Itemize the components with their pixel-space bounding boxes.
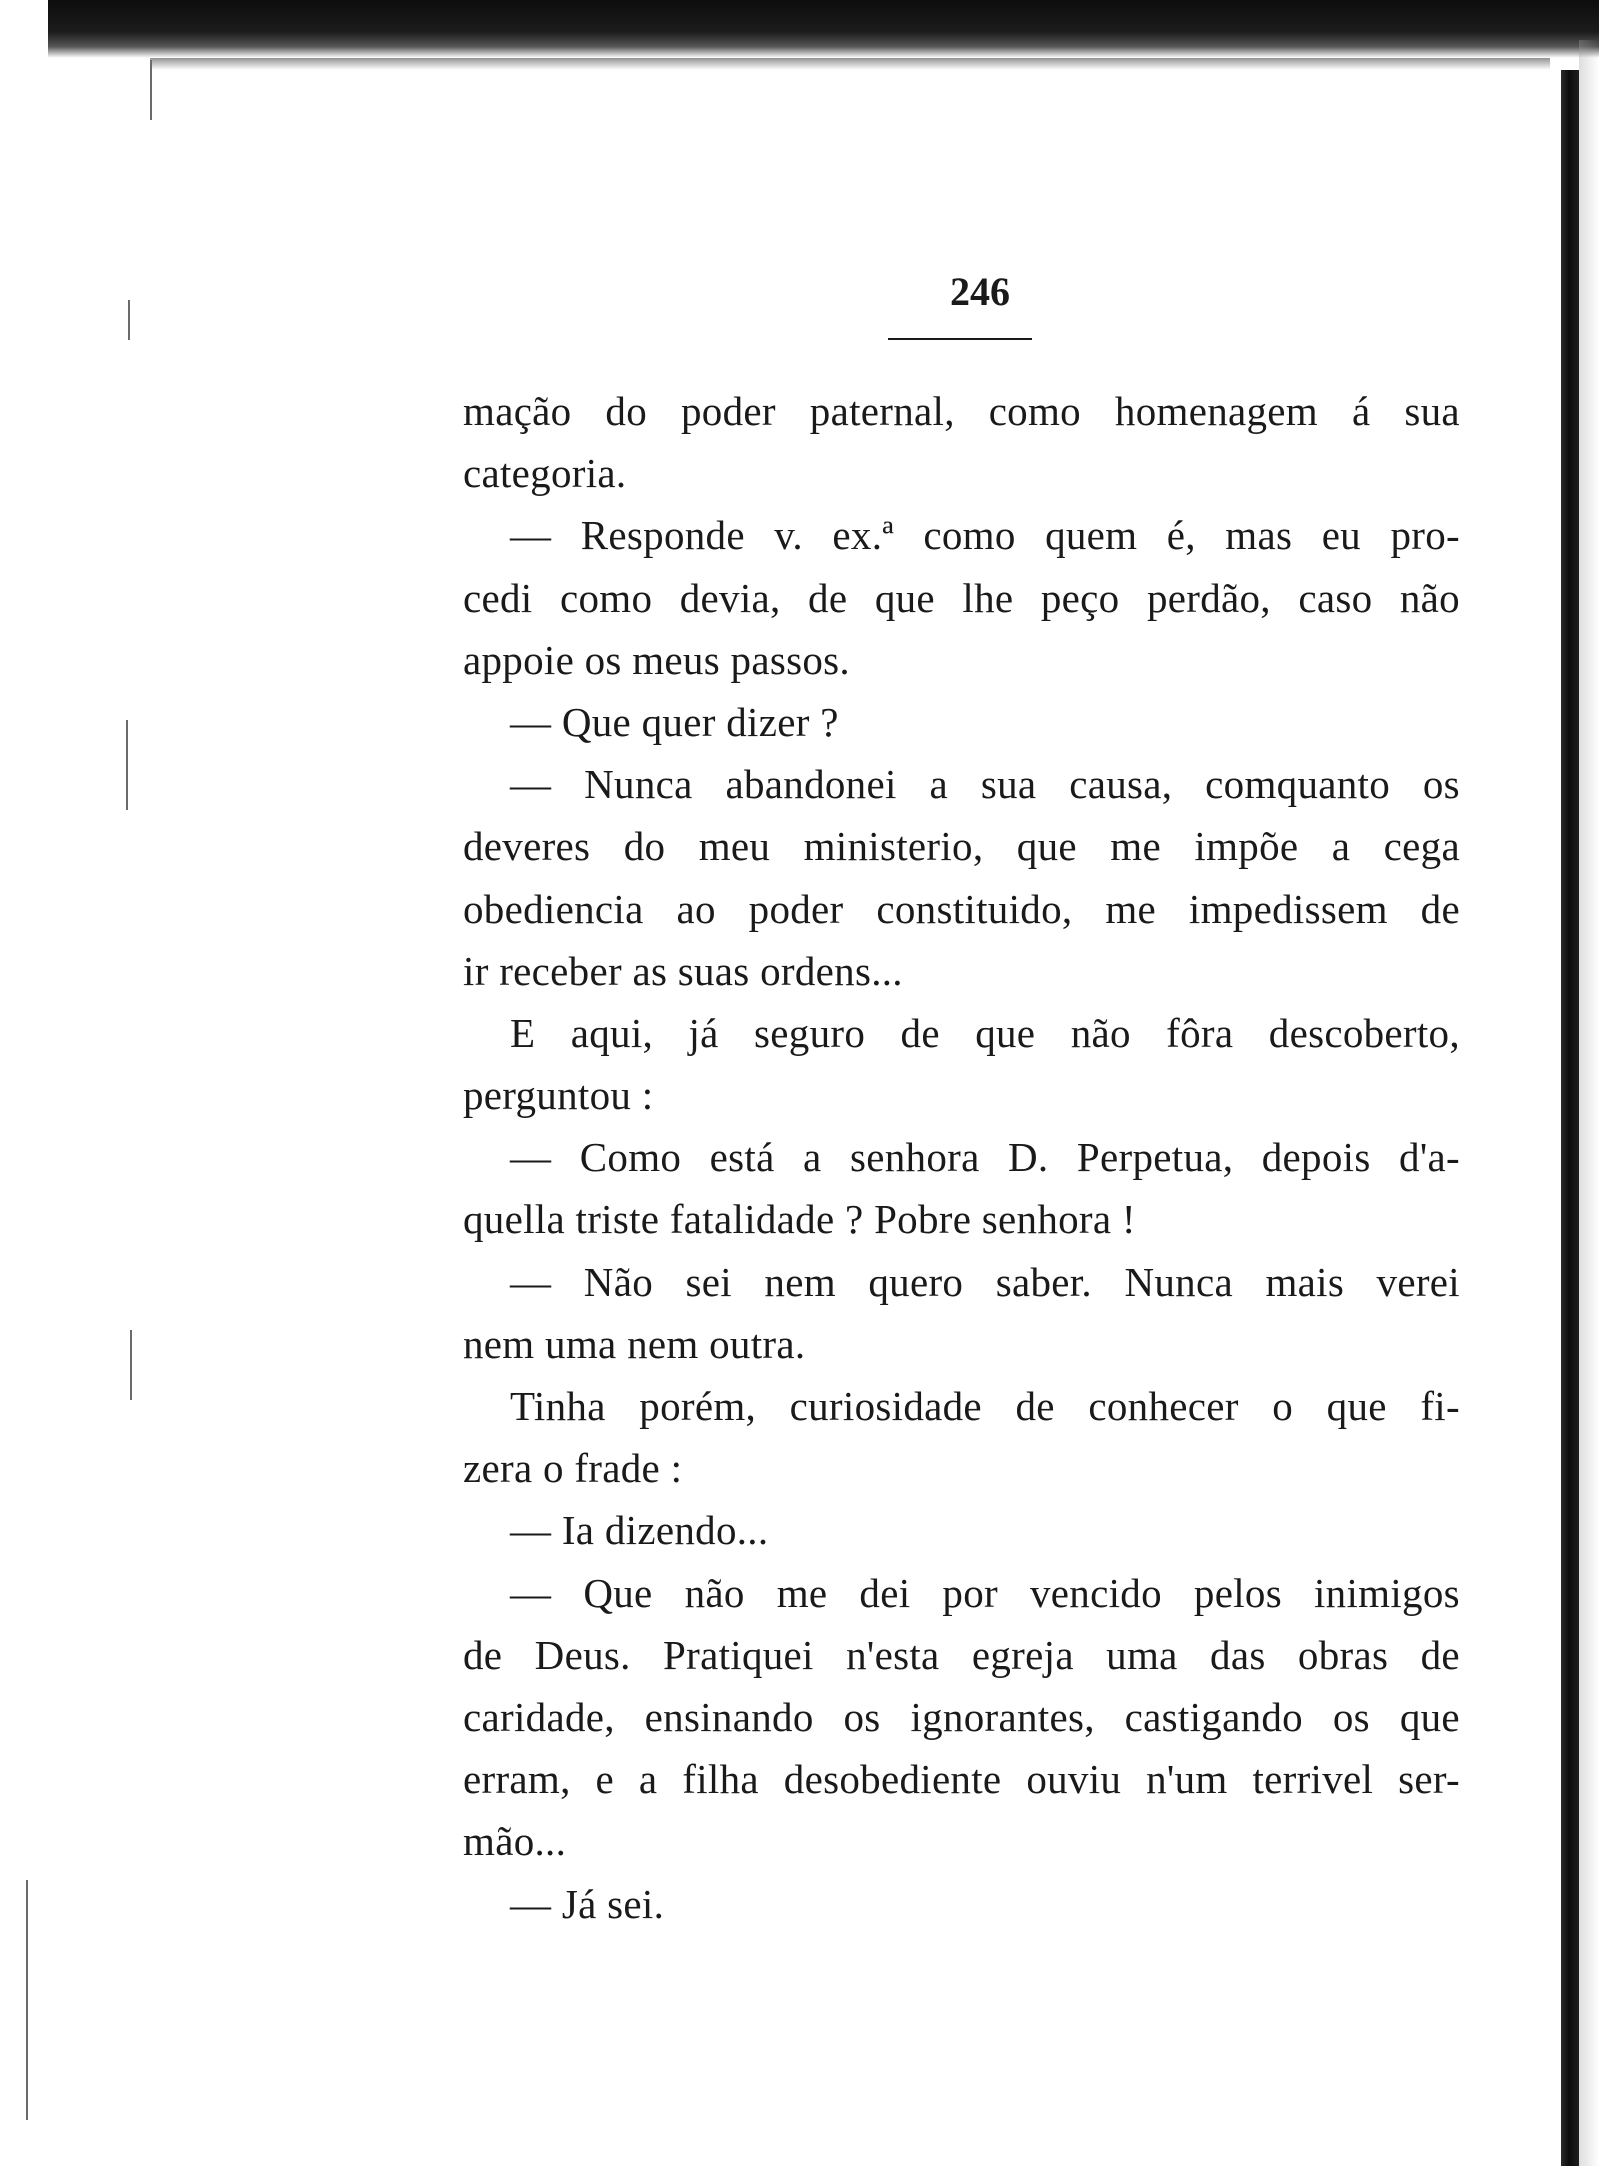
word: não [1070,1009,1131,1056]
word: das [1210,1631,1266,1678]
word: sei [685,1258,732,1305]
word: Deus. [534,1631,631,1678]
word: curiosidade [789,1383,982,1429]
word: me [1110,823,1161,870]
word: de [900,1009,940,1056]
word: Não [583,1258,653,1305]
word: saber. [995,1258,1092,1305]
word: aqui, [570,1009,654,1056]
word: pelos [1193,1569,1282,1616]
body-text [463,380,1460,1935]
word: pro- [1390,512,1460,559]
word: os [1422,761,1460,808]
word: poder [748,885,844,932]
word: Como [579,1134,682,1181]
text-line [463,1002,1460,1064]
word: caridade, [463,1693,615,1740]
word: me [776,1569,828,1616]
text-line: — Ia dizendo... [510,1507,769,1554]
word: descoberto, [1268,1009,1460,1056]
word: dei [859,1569,911,1616]
word: n'esta [846,1631,940,1678]
header-rule [888,338,1032,340]
word: perdão, [1146,574,1271,621]
scan-speck [150,60,152,120]
word: ignorantes, [910,1693,1095,1740]
word: a [929,761,948,808]
word: de [808,574,848,621]
word: é, [1166,512,1196,559]
word: o [1272,1383,1294,1429]
word: como [988,388,1081,434]
word: ex.ª [832,512,894,559]
text-line [463,753,1460,815]
scan-speck [128,300,130,340]
word: que [1326,1383,1387,1429]
word: como [559,574,653,621]
word: que [1016,823,1077,870]
word: verei [1376,1258,1460,1305]
text-line [463,1624,1460,1686]
text-line [463,1251,1460,1313]
word: seguro [754,1009,866,1056]
text-line: appoie os meus passos. [463,636,850,683]
word: cega [1383,823,1460,870]
word: terrivel [1252,1756,1374,1803]
word: homenagem [1114,388,1318,434]
word: os [1332,1693,1370,1740]
word: Pratiquei [663,1631,814,1678]
word: lhe [962,574,1014,621]
word: caso [1298,574,1373,621]
scan-edge-right-shadow [1579,40,1599,2166]
page-number: 246 [950,269,1010,314]
text-line: zera o frade : [463,1445,683,1492]
word: de [1015,1383,1055,1429]
word: que [975,1009,1036,1056]
word: obras [1297,1631,1389,1678]
word: fôra [1166,1009,1234,1056]
word: deveres [463,823,591,870]
word: ser- [1398,1756,1460,1803]
word: abandonei [725,761,897,808]
scan-edge-top [48,0,1599,58]
word: obediencia [463,885,644,932]
word: por [942,1569,998,1616]
word: constituido, [876,885,1073,932]
word: D. [1008,1134,1049,1181]
scan-edge-top-shadow [150,58,1550,70]
word: e [595,1756,615,1803]
word: ao [676,885,716,932]
word: — [510,761,552,808]
word: porém, [639,1383,757,1429]
text-line: mão... [463,1818,567,1865]
word: me [1105,885,1157,932]
text-line: ir receber as suas ordens... [463,947,903,994]
word: do [605,388,648,434]
word: conhecer [1088,1383,1239,1429]
text-line: categoria. [463,450,627,497]
word: já [688,1009,719,1056]
word: ensinando [644,1693,814,1740]
word: Nunca [1124,1258,1233,1305]
word: ouviu [1026,1756,1122,1803]
word: — [510,1134,552,1181]
word: erram, [463,1756,571,1803]
text-line: — Que quer dizer ? [510,698,839,745]
word: poder [680,388,776,434]
word: que [874,574,935,621]
text-line: quella triste fatalidade ? Pobre senhora ! [463,1196,1136,1243]
text-line: nem uma nem outra. [463,1320,806,1367]
word: egreja [971,1631,1074,1678]
word: nem [764,1258,836,1305]
word: sua [980,761,1037,808]
word: cedi [463,574,533,621]
word: de [1420,1631,1460,1678]
word: uma [1106,1631,1178,1678]
text-line: perguntou : [463,1072,654,1119]
scan-edge-right [1561,70,1579,2166]
text-line: — Já sei. [510,1880,665,1927]
scan-speck [126,720,128,810]
word: mação [463,388,572,434]
word: impedissem [1188,885,1388,932]
word: a [803,1134,822,1181]
word: de [463,1631,503,1678]
word: castigando [1124,1693,1303,1740]
word: Que [583,1569,653,1616]
word: que [1399,1693,1460,1740]
word: desobediente [783,1756,1002,1803]
word: — [510,512,552,559]
word: Nunca [584,761,693,808]
word: quero [868,1258,964,1305]
text-line [463,1686,1460,1748]
word: paternal, [809,388,955,434]
word: causa, [1069,761,1173,808]
word: — [510,1569,552,1616]
text-line [463,1126,1460,1188]
word: de [1420,885,1460,932]
scan-speck [26,1880,28,2120]
text-line [463,380,1460,442]
word: — [510,1258,552,1305]
word: meu [698,823,771,870]
word: á [1351,388,1371,434]
text-line [463,567,1460,629]
word: comquanto [1205,761,1391,808]
word: quem [1045,512,1138,559]
word: peço [1040,574,1120,621]
text-line [463,1562,1460,1624]
text-line [463,815,1460,877]
word: os [843,1693,881,1740]
word: não [1399,574,1460,621]
word: a [638,1756,658,1803]
word: está [709,1134,775,1181]
scan-speck [130,1330,132,1400]
word: mas [1225,512,1293,559]
word: vencido [1030,1569,1162,1616]
text-line [463,878,1460,940]
word: d'a- [1399,1134,1460,1181]
word: do [623,823,666,870]
text-line [463,1748,1460,1810]
word: depois [1261,1134,1371,1181]
word: eu [1321,512,1361,559]
word: ministerio, [803,823,984,870]
word: sua [1404,388,1460,434]
word: como [923,512,1016,559]
word: Responde [580,512,745,559]
word: a [1331,823,1351,870]
text-line [463,504,1460,566]
word: E [510,1009,536,1056]
word: não [684,1569,745,1616]
word: filha [682,1756,759,1803]
word: devia, [679,574,781,621]
word: v. [774,512,803,559]
word: senhora [849,1134,980,1181]
word: impõe [1194,823,1299,870]
text-line [463,1375,1460,1437]
word: Tinha [510,1383,606,1429]
word: n'um [1146,1756,1228,1803]
word: mais [1265,1258,1345,1305]
word: fi- [1420,1383,1460,1429]
word: inimigos [1313,1569,1460,1616]
word: Perpetua, [1076,1134,1234,1181]
